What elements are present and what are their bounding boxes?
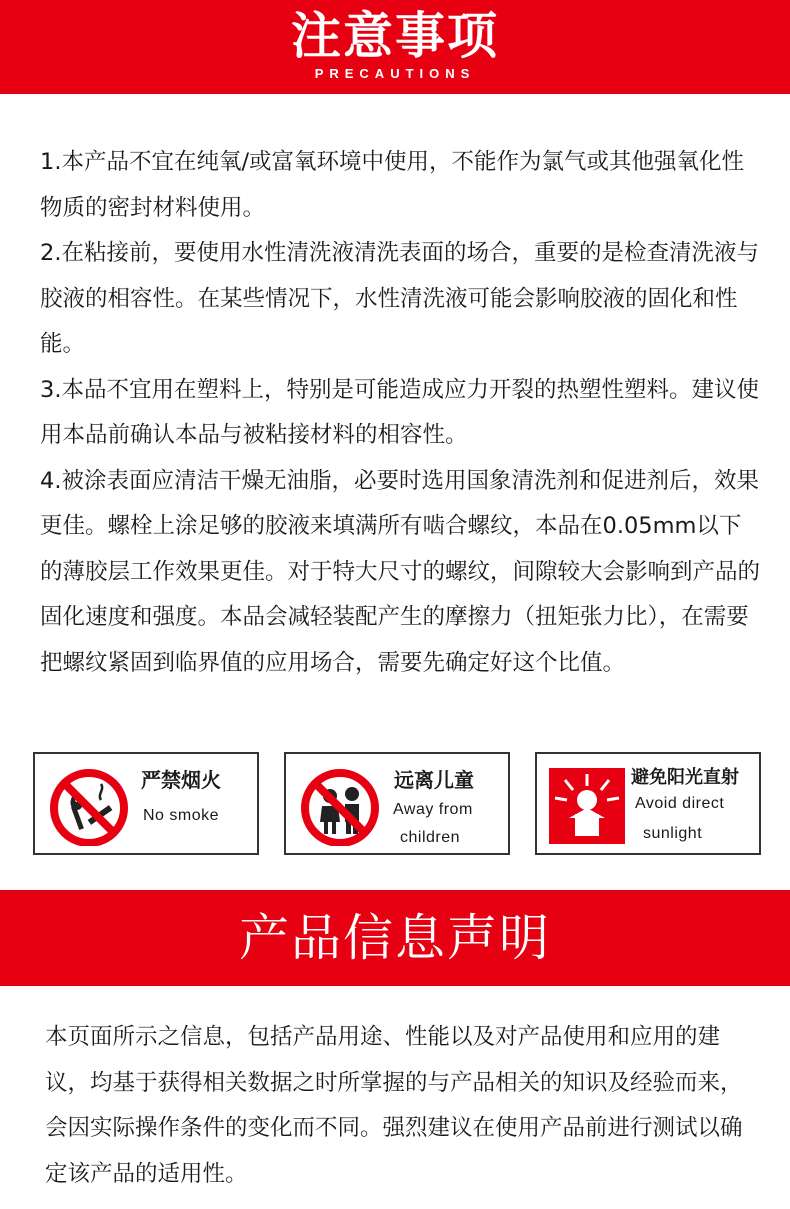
precautions-list xyxy=(40,140,760,686)
precaution-item-3: 3.本品不宜用在塑料上，特别是可能造成应力开裂的热塑性塑料。建议使用本品前确认本品与被粘接材料的相容性。 xyxy=(40,376,759,448)
precaution-item-4: 4.被涂表面应清洁干燥无油脂，必要时选用国象清洗剂和促进剂后，效果更佳。螺栓上涂足够的胶液来填满所有啮合螺纹，本品在0.05mm以下的薄胶层工作效果更佳。对于特大尺寸的螺纹，间隙较大会影响到产品的固化速度和强度。本品会减轻装配产生的摩擦力（扭矩张力比），在需要把螺纹紧固到临界值的应用场合，需要先确定好这个比值。 xyxy=(40,467,761,676)
warning-signs xyxy=(33,752,763,858)
sign-no-smoke-en: No smoke xyxy=(143,807,220,824)
precautions-title: 注意事项 xyxy=(291,7,499,65)
sign-avoid-sunlight-zh: 避免阳光直射 xyxy=(631,767,739,788)
no-smoke-icon xyxy=(45,766,135,846)
sign-no-smoke xyxy=(33,752,259,855)
sign-away-children xyxy=(284,752,510,855)
product-info-banner xyxy=(0,890,790,986)
product-info-title: 产品信息声明 xyxy=(239,909,551,967)
avoid-sunlight-icon xyxy=(547,766,627,846)
precautions-subtitle: PRECAUTIONS xyxy=(314,66,476,81)
sign-away-children-en-1: Away from xyxy=(393,801,473,818)
precautions-banner xyxy=(0,0,790,94)
keep-away-children-icon xyxy=(296,766,386,846)
precaution-item-2: 2.在粘接前，要使用水性清洗液清洗表面的场合，重要的是检查清洗液与胶液的相容性。在某些情况下，水性清洗液可能会影响胶液的固化和性能。 xyxy=(40,240,759,357)
sign-avoid-sunlight-en-2: sunlight xyxy=(643,825,703,842)
product-info-text: 本页面所示之信息，包括产品用途、性能以及对产品使用和应用的建议，均基于获得相关数据之时所掌握的与产品相关的知识及经验而来，会因实际操作条件的变化而不同。强烈建议在使用产品前进行测试以确定该产品的适用性。 xyxy=(45,1024,743,1187)
precaution-item-1: 1.本产品不宜在纯氧/或富氧环境中使用，不能作为氯气或其他强氧化性物质的密封材料使用。 xyxy=(40,149,745,221)
sign-avoid-sunlight xyxy=(535,752,761,855)
sign-no-smoke-zh: 严禁烟火 xyxy=(141,768,221,792)
sign-avoid-sunlight-en-1: Avoid direct xyxy=(635,795,725,812)
sign-away-children-zh: 远离儿童 xyxy=(394,768,474,792)
sign-away-children-en-2: children xyxy=(400,829,461,846)
